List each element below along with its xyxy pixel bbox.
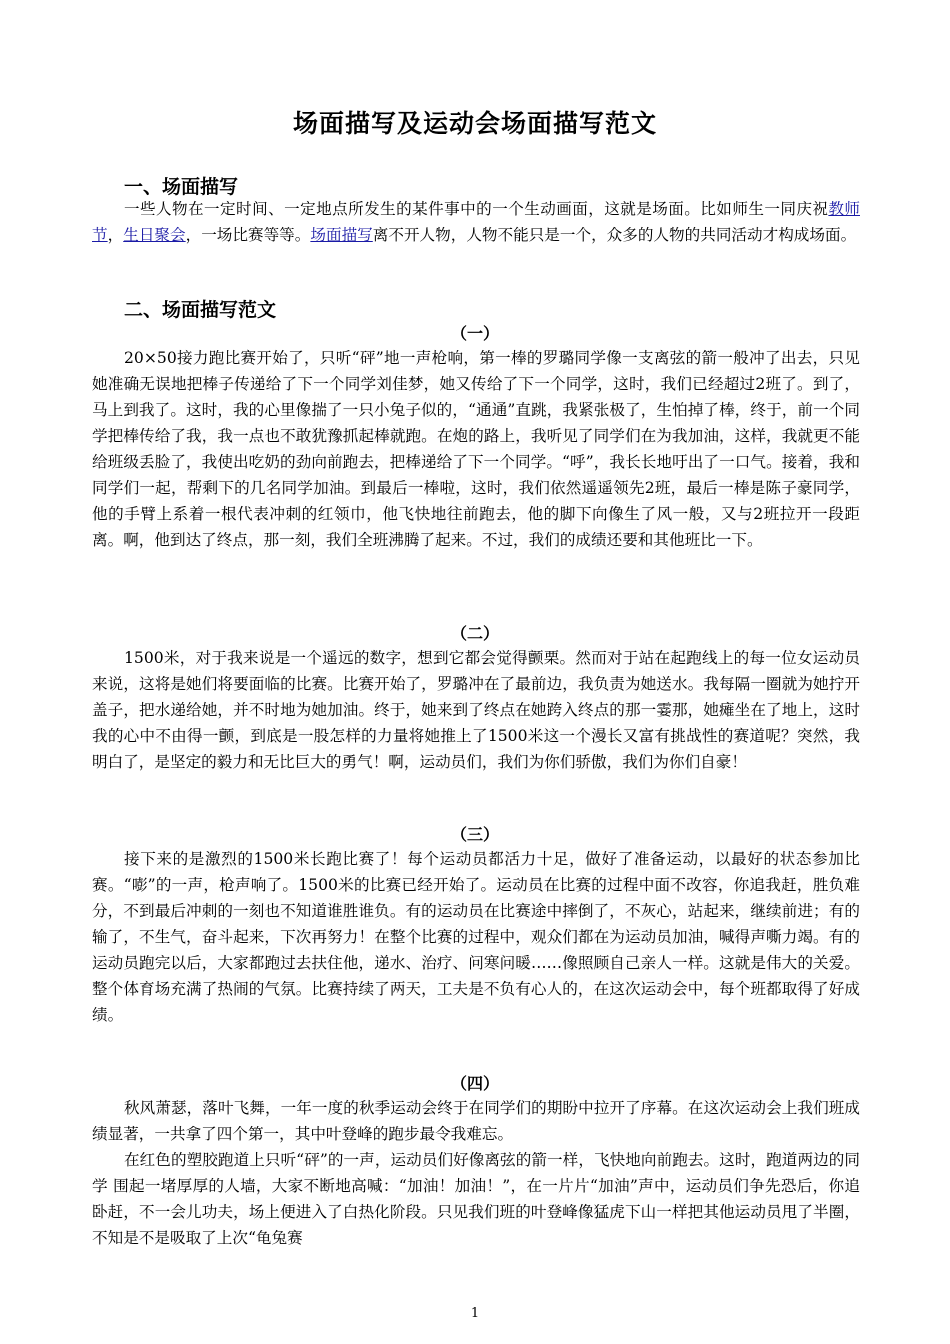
essay1-paragraph: 20×50接力跑比赛开始了，只听“砰”地一声枪响，第一棒的罗璐同学像一支离弦的箭一般冲了出去，只见她准确无误地把棒子传递给了下一个同学刘佳梦，她又传给了下一个同学，这时，我们已经超过2班了。到了，马上到我了。这时，我的心里像揣了一只小兔子似的，“通通”直跳，我紧张极了，生怕掉了棒，终于，前一个同学把棒传给了我，我一点也不敢犹豫抓起棒就跑。在炮的路上，我听见了同学们在为我加油，这样，我就更不能给班级丢脸了，我使出吃奶的劲向前跑去，把棒递给了下一个同学。“呼”，我长长地吁出了一口气。接着，我和同学们一起，帮剩下的几名同学加油。到最后一棒啦，这时，我们依然遥遥领先2班，最后一棒是陈子豪同学，他的手臂上系着一根代表冲刺的红领巾，他飞快地往前跑去，他的脚下向像生了风一般，又与2班拉开一段距离。啊，他到达了终点，那一刻，我们全班沸腾了起来。不过，我们的成绩还要和其他班比一下。: [92, 349, 861, 549]
essay4-paragraph-2: 在红色的塑胶跑道上只听“砰”的一声，运动员们好像离弦的箭一样，飞快地向前跑去。这时，跑道两边的同学 围起一堵厚厚的人墙，大家不断地高喊：“加油！加油！”，在一片片“加油”声中，运动员们争先恐后，你追卧赶，不一会儿功夫，场上便进入了白热化阶段。只见我们班的叶登峰像猛虎下山一样把其他运动员甩了半圈，不知是不是吸取了上次“龟兔赛: [92, 1151, 860, 1247]
essay3-label: （三）: [450, 825, 499, 844]
essay1-label: （一）: [450, 324, 499, 343]
essay4-label: （四）: [450, 1074, 499, 1093]
essay2-paragraph: 1500米，对于我来说是一个遥远的数字，想到它都会觉得颤栗。然而对于站在起跑线上的每一位女运动员来说，这将是她们将要面临的比赛。比赛开始了，罗璐冲在了最前边，我负责为她送水。我每隔一圈就为她拧开盖子，把水递给她，并不时地为她加油。终于，她来到了终点在她跨入终点的那一霎那，她瘫坐在了地上，这时我的心中不由得一颤，到底是一股怎样的力量将她推上了1500米这一个漫长又富有挑战性的赛道呢？突然，我明白了，是坚定的毅力和无比巨大的勇气！啊，运动员们，我们为你们骄傲，我们为你们自豪！: [92, 649, 860, 771]
section2-heading: 二、场面描写范文: [124, 299, 277, 321]
essay2-label: （二）: [450, 624, 499, 643]
section1-text-part1: 一些人物在一定时间、一定地点所发生的某件事中的一个生动画面，这就是场面。比如师生一同庆祝: [124, 200, 829, 218]
section1-heading: 一、场面描写: [124, 176, 239, 198]
scene-description-link[interactable]: 场面描写: [310, 226, 373, 244]
section1-text-part2: ，一场比赛等等。: [185, 226, 311, 244]
essay3-paragraph: 接下来的是激烈的1500米长跑比赛了！每个运动员都活力十足，做好了准备运动，以最好的状态参加比赛。“嘭”的一声，枪声响了。1500米的比赛已经开始了。运动员在比赛的过程中面不改容，你追我赶，胜负难分，不到最后冲刺的一刻也不知道谁胜谁负。有的运动员在比赛途中摔倒了，不灰心，站起来，继续前进；有的输了，不生气，奋斗起来，下次再努力！在整个比赛的过程中，观众们都在为运动员加油，喊得声嘶力竭。有的运动员跑完以后，大家都跑过去扶住他，递水、治疗、问寒问暖……像照顾自己亲人一样。这就是伟大的关爱。整个体育场充满了热闹的气氛。比赛持续了两天，工夫是不负有心人的，在这次运动会中，每个班都取得了好成绩。: [92, 850, 860, 1024]
section1-separator: ，: [107, 226, 124, 244]
teachers-day-link[interactable]: 教师节: [92, 200, 860, 244]
document-title: 场面描写及运动会场面描写范文: [292, 109, 657, 138]
page-number: 1: [470, 1306, 480, 1321]
section1-text-part3: 离不开人物，人物不能只是一个，众多的人物的共同活动才构成场面。: [372, 226, 857, 244]
section1-paragraph: [92, 196, 860, 248]
birthday-party-link[interactable]: 生日聚会: [123, 226, 186, 244]
essay4-paragraph-1: 秋风萧瑟，落叶飞舞，一年一度的秋季运动会终于在同学们的期盼中拉开了序幕。在这次运动会上我们班成绩显著，一共拿了四个第一，其中叶登峰的跑步最令我难忘。: [92, 1099, 860, 1143]
